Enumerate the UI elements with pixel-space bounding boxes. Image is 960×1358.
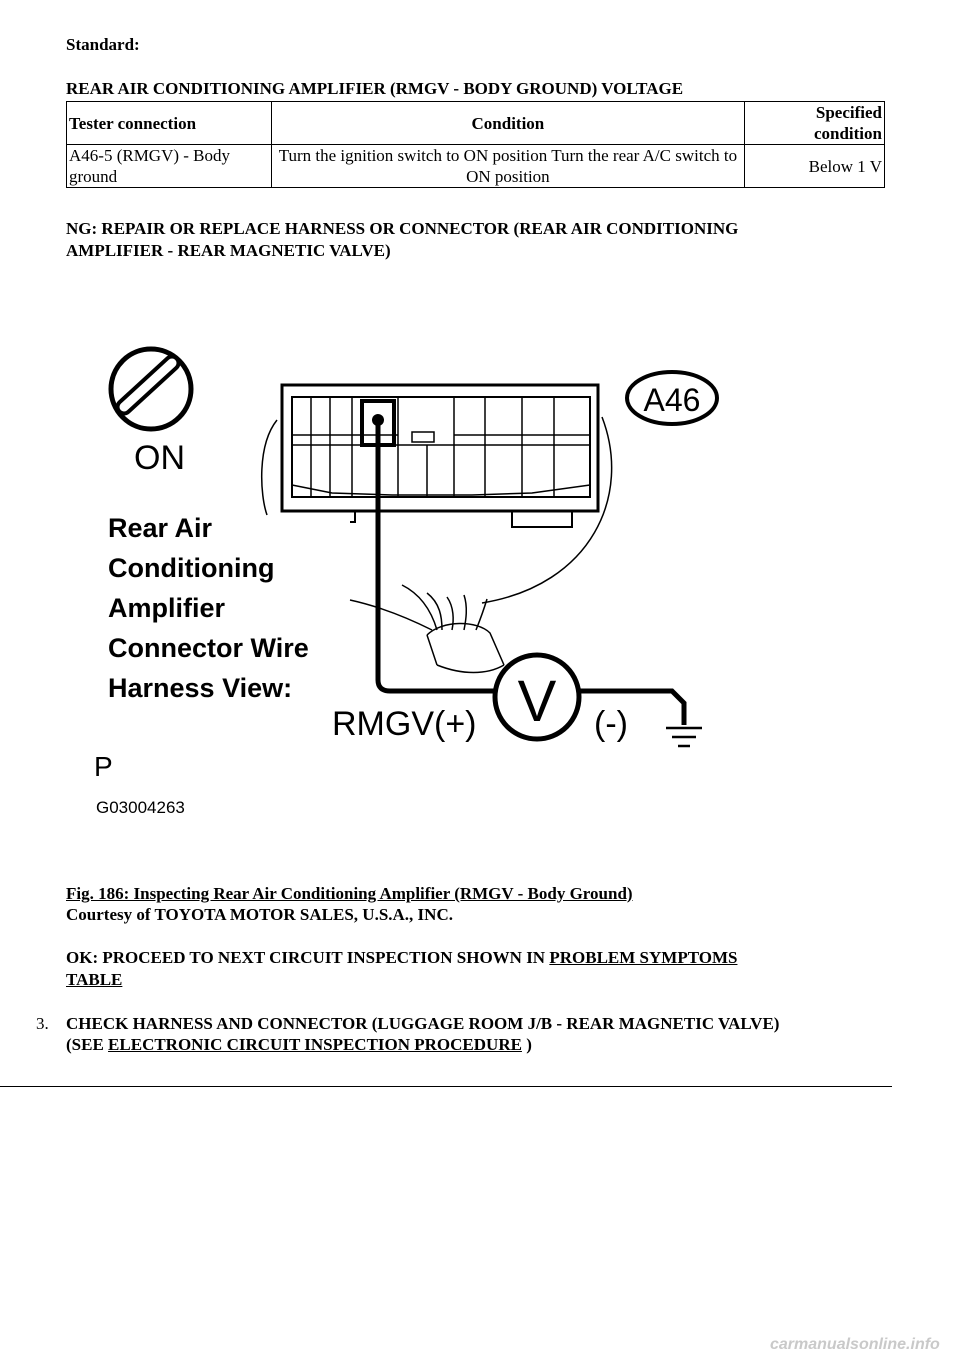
ok-text-prefix: OK: PROCEED TO NEXT CIRCUIT INSPECTION SHOWN IN: [66, 948, 546, 967]
problem-symptoms-link[interactable]: PROBLEM SYMPTOMS: [549, 948, 738, 967]
ground-icon: [666, 728, 702, 746]
connector-label: A46: [643, 382, 701, 418]
view-label: [108, 513, 309, 703]
cell-tester-connection: A46-5 (RMGV) - Body ground: [67, 145, 272, 188]
watermark: carmanualsonline.info: [770, 1336, 940, 1353]
table-row: [67, 145, 885, 188]
view-line-4: Connector Wire: [108, 633, 309, 663]
voltmeter-icon: [495, 655, 579, 739]
ng-text-line1: NG: REPAIR OR REPLACE HARNESS OR CONNECTOR (REAR AIR CONDITIONING: [66, 219, 739, 238]
electronic-circuit-link[interactable]: ELECTRONIC CIRCUIT INSPECTION PROCEDURE: [108, 1035, 522, 1054]
header-tester-connection: Tester connection: [67, 102, 272, 145]
cell-condition: Turn the ignition switch to ON position Turn the rear A/C switch to ON position: [271, 145, 745, 188]
step-number: 3.: [36, 1014, 49, 1033]
table-header-row: [67, 102, 885, 145]
step-line2-prefix: (SEE: [66, 1035, 104, 1054]
step-line1: CHECK HARNESS AND CONNECTOR (LUGGAGE ROOM J/B - REAR MAGNETIC VALVE): [66, 1014, 780, 1033]
table-title: REAR AIR CONDITIONING AMPLIFIER (RMGV - BODY GROUND) VOLTAGE: [66, 79, 684, 98]
figure-code: G03004263: [96, 798, 185, 817]
step-line2-suffix: ): [526, 1035, 532, 1054]
courtesy-text: Courtesy of TOYOTA MOTOR SALES, U.S.A., INC.: [66, 905, 453, 924]
ignition-on-icon: [111, 349, 191, 429]
view-line-2: Conditioning: [108, 553, 275, 583]
standard-label: Standard:: [66, 35, 140, 54]
figure-caption[interactable]: Fig. 186: Inspecting Rear Air Conditioning Amplifier (RMGV - Body Ground): [66, 884, 633, 903]
negative-label: (-): [594, 705, 628, 743]
step-line2: [66, 1034, 532, 1055]
view-line-3: Amplifier: [108, 593, 226, 623]
spec-table: [66, 101, 885, 188]
page-divider: [0, 1086, 892, 1087]
ng-text-line2: AMPLIFIER - REAR MAGNETIC VALVE): [66, 241, 391, 260]
cell-specified-condition: Below 1 V: [745, 145, 885, 188]
connector-icon: [282, 385, 598, 527]
problem-symptoms-link-cont[interactable]: TABLE: [66, 970, 123, 989]
ok-text-line1: [66, 947, 737, 968]
view-line-5: Harness View:: [108, 673, 293, 703]
header-specified-condition: Specified condition: [745, 102, 885, 145]
on-label: ON: [134, 439, 185, 477]
p-label: P: [94, 751, 113, 782]
header-condition: Condition: [271, 102, 745, 145]
positive-label: RMGV(+): [332, 705, 477, 743]
harness-wires: [262, 417, 612, 673]
view-line-1: Rear Air: [108, 513, 213, 543]
connector-diagram: [92, 345, 732, 825]
meter-symbol: V: [517, 669, 557, 734]
